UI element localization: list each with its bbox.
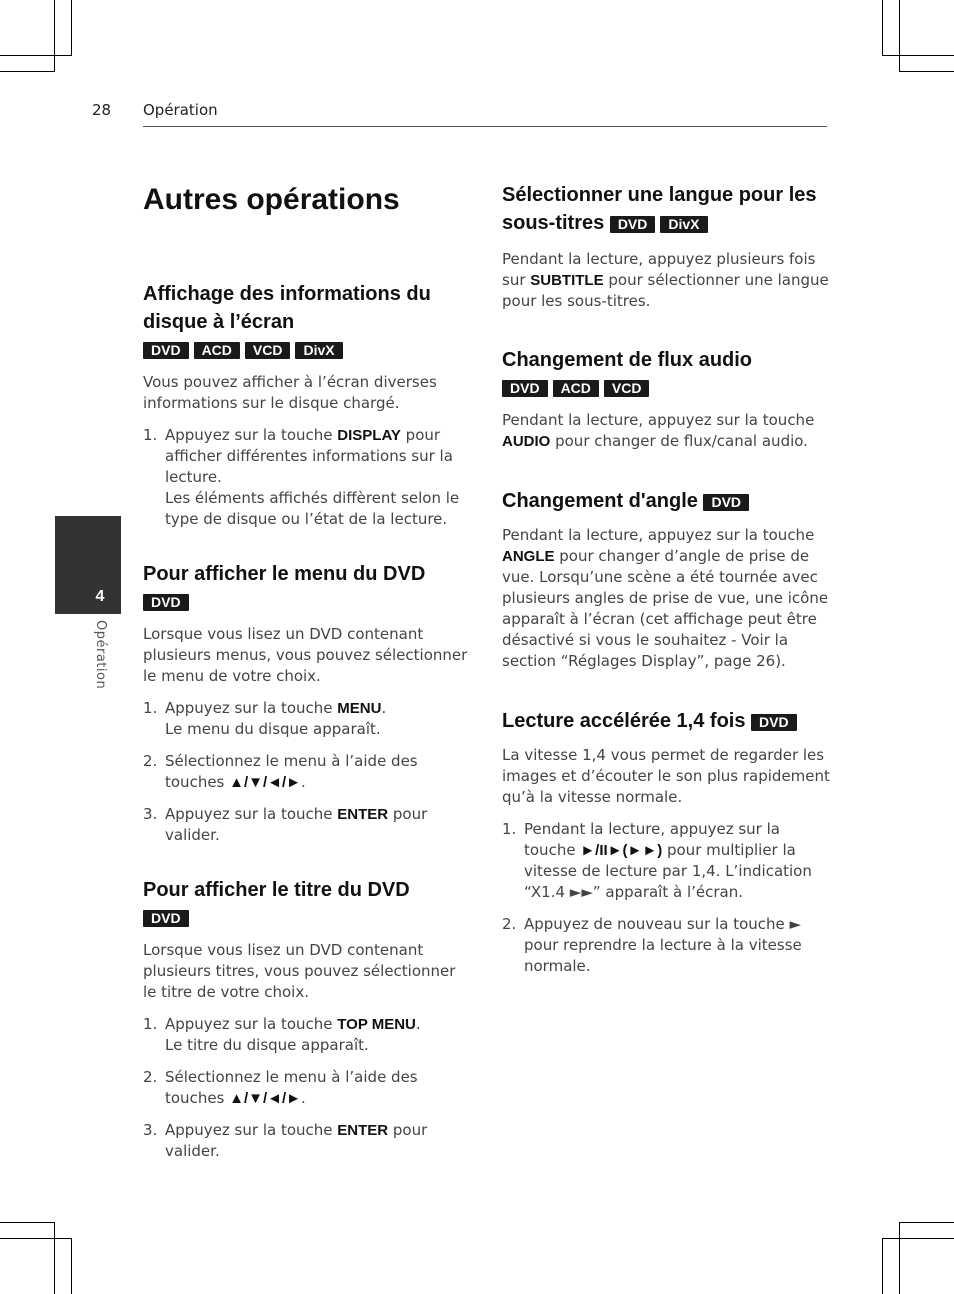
crop-mark — [0, 71, 55, 72]
list-item: 1. Appuyez sur la touche DISPLAY pour afficher différentes informations sur la lecture. Les éléments affichés diffèrent selon le type de disque ou l’état de la lecture. — [143, 426, 460, 528]
key-top-menu: TOP MENU — [337, 1016, 416, 1033]
list-item: 1. Appuyez sur la touche MENU. Le menu du disque apparaît. — [143, 699, 387, 738]
key-enter: ENTER — [337, 1122, 389, 1139]
crop-mark — [54, 0, 55, 72]
crop-mark — [0, 1238, 72, 1239]
badge-row — [502, 378, 830, 397]
section-body: Pendant la lecture, appuyez sur la touche AUDIO pour changer de flux/canal audio. — [502, 411, 815, 450]
steps-list — [143, 425, 473, 530]
crop-mark — [899, 1222, 900, 1294]
key-display: DISPLAY — [337, 427, 401, 444]
crop-mark — [899, 1222, 954, 1223]
section-intro: Lorsque vous lisez un DVD contenant plusieurs menus, vous pouvez sélectionner le menu de votre choix. — [143, 625, 468, 685]
badge-acd: ACD — [194, 342, 240, 359]
badge-divx: DivX — [660, 216, 707, 233]
list-item: 3. Appuyez sur la touche ENTER pour valider. — [143, 1121, 428, 1160]
key-audio: AUDIO — [502, 433, 551, 450]
steps-list — [143, 1014, 473, 1162]
steps-list — [502, 819, 830, 977]
header-rule — [143, 126, 827, 127]
chapter-number: 4 — [95, 588, 105, 605]
badge-dvd: DVD — [703, 494, 749, 511]
section-heading: Lecture accélérée 1,4 fois DVD — [502, 707, 830, 735]
section-body: Pendant la lecture, appuyez sur la touche ANGLE pour changer d’angle de prise de vue. Lorsqu’une scène a été tournée avec plusieurs angles de prise de vue, une icône apparaît à l’écran (cet affichage peut être désactivé si vous le souhaitez - Voir la section “Réglages Display”, page 26). — [502, 526, 829, 670]
section-heading: Sélectionner une langue pour les sous-titres DVD DivX — [502, 184, 817, 234]
badge-acd: ACD — [553, 380, 599, 397]
crop-mark — [899, 71, 954, 72]
steps-list — [143, 698, 473, 846]
crop-mark — [882, 55, 954, 56]
crop-mark — [54, 1222, 55, 1294]
badge-row — [143, 592, 473, 611]
section-intro: Lorsque vous lisez un DVD contenant plusieurs titres, vous pouvez sélectionner le titre de votre choix. — [143, 941, 456, 1001]
badge-row — [143, 908, 473, 927]
badge-vcd: VCD — [604, 380, 650, 397]
section-heading: Changement de flux audio — [502, 349, 753, 371]
badge-vcd: VCD — [245, 342, 291, 359]
section-heading: Pour afficher le titre du DVD — [143, 879, 410, 901]
list-item: 2. Appuyez de nouveau sur la touche ► pour reprendre la lecture à la vitesse normale. — [502, 915, 802, 975]
right-column — [502, 181, 830, 977]
badge-divx: DivX — [295, 342, 342, 359]
left-column — [143, 183, 473, 1162]
crop-mark — [71, 1238, 72, 1294]
badge-dvd: DVD — [143, 910, 189, 927]
section-heading: Affichage des informations du disque à l’écran — [143, 283, 431, 333]
badge-dvd: DVD — [502, 380, 548, 397]
key-enter: ENTER — [337, 806, 389, 823]
badge-dvd: DVD — [610, 216, 656, 233]
arrow-keys: ▲/▼/◄/► — [229, 774, 302, 791]
arrow-keys: ▲/▼/◄/► — [229, 1090, 302, 1107]
section-heading: Changement d'angle DVD — [502, 487, 830, 515]
key-slow-play: ►/II►(►►) — [580, 842, 663, 859]
crop-mark — [71, 0, 72, 56]
list-item: 2. Sélectionnez le menu à l’aide des touches ▲/▼/◄/►. — [143, 1068, 418, 1107]
key-angle: ANGLE — [502, 548, 555, 565]
key-menu: MENU — [337, 700, 382, 717]
running-header: Opération — [143, 101, 218, 119]
crop-mark — [882, 1238, 954, 1239]
section-intro: Vous pouvez afficher à l’écran diverses informations sur le disque chargé. — [143, 373, 437, 412]
crop-mark — [0, 55, 72, 56]
key-subtitle: SUBTITLE — [530, 272, 604, 289]
section-heading: Pour afficher le menu du DVD — [143, 563, 426, 585]
list-item: 3. Appuyez sur la touche ENTER pour valider. — [143, 805, 428, 844]
crop-mark — [899, 0, 900, 72]
crop-mark — [882, 0, 883, 56]
badge-dvd: DVD — [143, 594, 189, 611]
badge-dvd: DVD — [751, 714, 797, 731]
crop-mark — [882, 1238, 883, 1294]
list-item: 2. Sélectionnez le menu à l’aide des touches ▲/▼/◄/►. — [143, 752, 418, 791]
list-item: 1. Pendant la lecture, appuyez sur la touche ►/II►(►►) pour multiplier la vitesse de lecture par 1,4. L’indication “X1.4 ►►” apparaît à l’écran. — [502, 820, 812, 901]
page-number: 28 — [92, 101, 112, 119]
badge-row — [143, 340, 473, 359]
crop-mark — [0, 1222, 55, 1223]
page-title: Autres opérations — [143, 183, 400, 216]
badge-dvd: DVD — [143, 342, 189, 359]
section-body: Pendant la lecture, appuyez plusieurs fois sur SUBTITLE pour sélectionner une langue pour les sous-titres. — [502, 250, 829, 310]
section-intro: La vitesse 1,4 vous permet de regarder les images et d’écouter le son plus rapidement qu’à la vitesse normale. — [502, 746, 830, 806]
list-item: 1. Appuyez sur la touche TOP MENU. Le titre du disque apparaît. — [143, 1015, 421, 1054]
chapter-label: Opération — [93, 620, 108, 690]
